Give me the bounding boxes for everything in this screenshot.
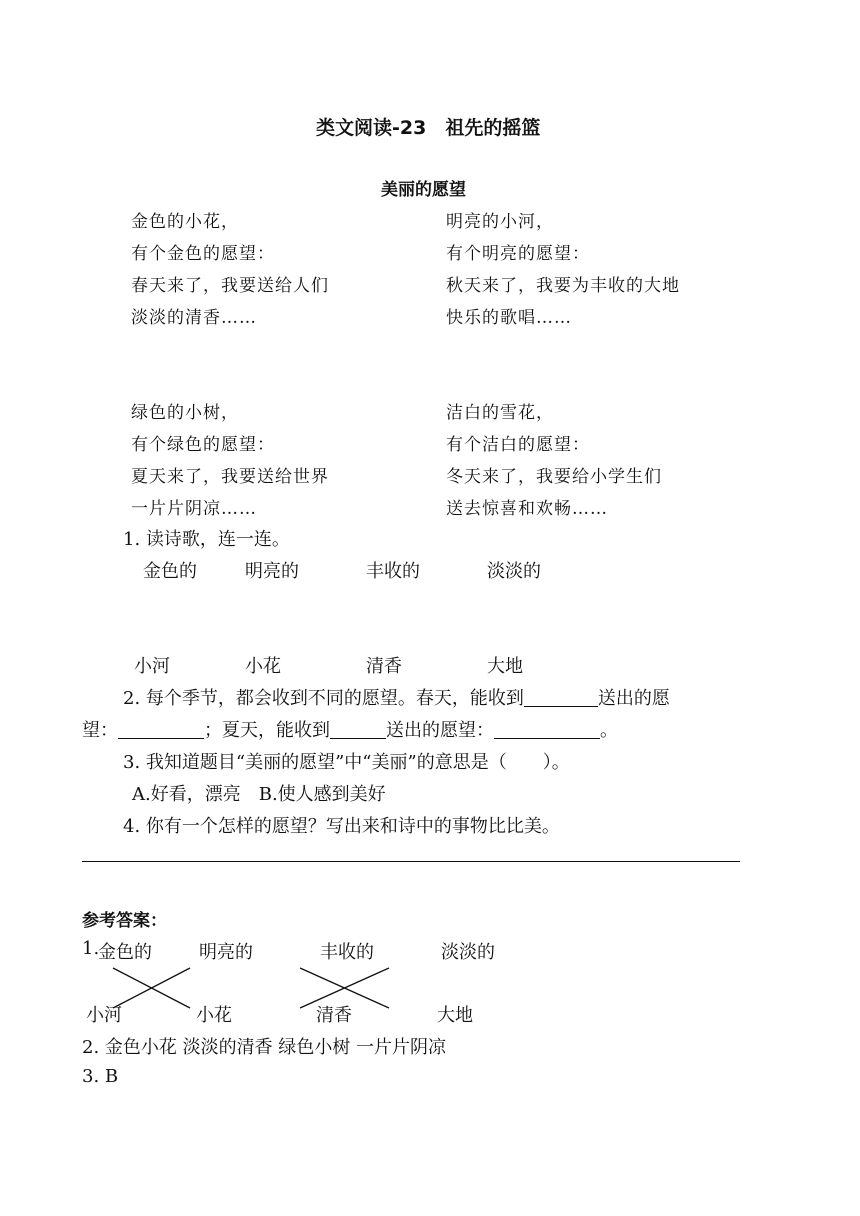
poem-line: 春天来了，我要送给人们 [131, 276, 329, 296]
question-3-prompt: 3. 我知道题目“美丽的愿望”中“美丽”的意思是（ ）。 [123, 752, 570, 773]
poem-line: 快乐的歌唱…… [446, 308, 572, 328]
match-word: 大地 [487, 656, 523, 677]
question-2-text: 2. 每个季节，都会收到不同的愿望。春天，能收到 [123, 688, 524, 709]
poem-line: 明亮的小河， [446, 212, 554, 232]
match-word: 清香 [366, 656, 402, 677]
answer-heading: 参考答案： [82, 911, 167, 931]
poem-line: 有个明亮的愿望： [446, 244, 590, 264]
poem-line: 绿色的小树， [131, 403, 239, 423]
poem-line: 一片片阴凉…… [131, 499, 257, 519]
poem-line: 洁白的雪花， [446, 403, 554, 423]
page-title: 类文阅读-23 祖先的摇篮 [316, 117, 541, 139]
answer-1-prefix: 1. [82, 938, 100, 959]
match-word: 丰收的 [320, 942, 374, 963]
poem-title: 美丽的愿望 [381, 180, 466, 200]
match-word: 丰收的 [366, 561, 420, 582]
question-1-prompt: 1. 读诗歌，连一连。 [123, 529, 290, 550]
poem-line: 金色的小花， [131, 212, 239, 232]
match-word: 金色的 [98, 942, 152, 963]
poem-line: 秋天来了，我要为丰收的大地 [446, 276, 680, 296]
question-2-text: 。 [600, 720, 618, 741]
question-4-prompt: 4. 你有一个怎样的愿望？写出来和诗中的事物比比美。 [123, 816, 560, 837]
question-2-text: 望： [82, 720, 118, 741]
match-word: 小花 [196, 1005, 232, 1026]
match-word: 明亮的 [199, 942, 253, 963]
question-2-text: 送出的愿 [597, 688, 670, 709]
match-word: 小花 [245, 656, 281, 677]
poem-line: 冬天来了，我要给小学生们 [446, 467, 662, 487]
question-2-text: 送出的愿望： [386, 720, 494, 741]
answer-2: 2. 金色小花 淡淡的清香 绿色小树 一片片阴凉 [82, 1037, 447, 1058]
match-word: 明亮的 [245, 561, 299, 582]
poem-line: 有个洁白的愿望： [446, 435, 590, 455]
match-word: 金色的 [143, 561, 197, 582]
question-2-text: ；夏天，能收到 [204, 720, 330, 741]
poem-line: 夏天来了，我要送给世界 [131, 467, 329, 487]
match-word: 清香 [316, 1005, 352, 1026]
poem-line: 淡淡的清香…… [131, 308, 257, 328]
poem-line: 送去惊喜和欢畅…… [446, 499, 608, 519]
match-word: 小河 [86, 1005, 122, 1026]
match-word: 淡淡的 [487, 561, 541, 582]
match-word: 淡淡的 [441, 942, 495, 963]
poem-line: 有个金色的愿望： [131, 244, 275, 264]
poem-line: 有个绿色的愿望： [131, 435, 275, 455]
question-3-options: A.好看，漂亮 B.使人感到美好 [132, 784, 386, 805]
match-word: 大地 [437, 1005, 473, 1026]
answer-3: 3. B [82, 1066, 119, 1087]
match-word: 小河 [134, 656, 170, 677]
